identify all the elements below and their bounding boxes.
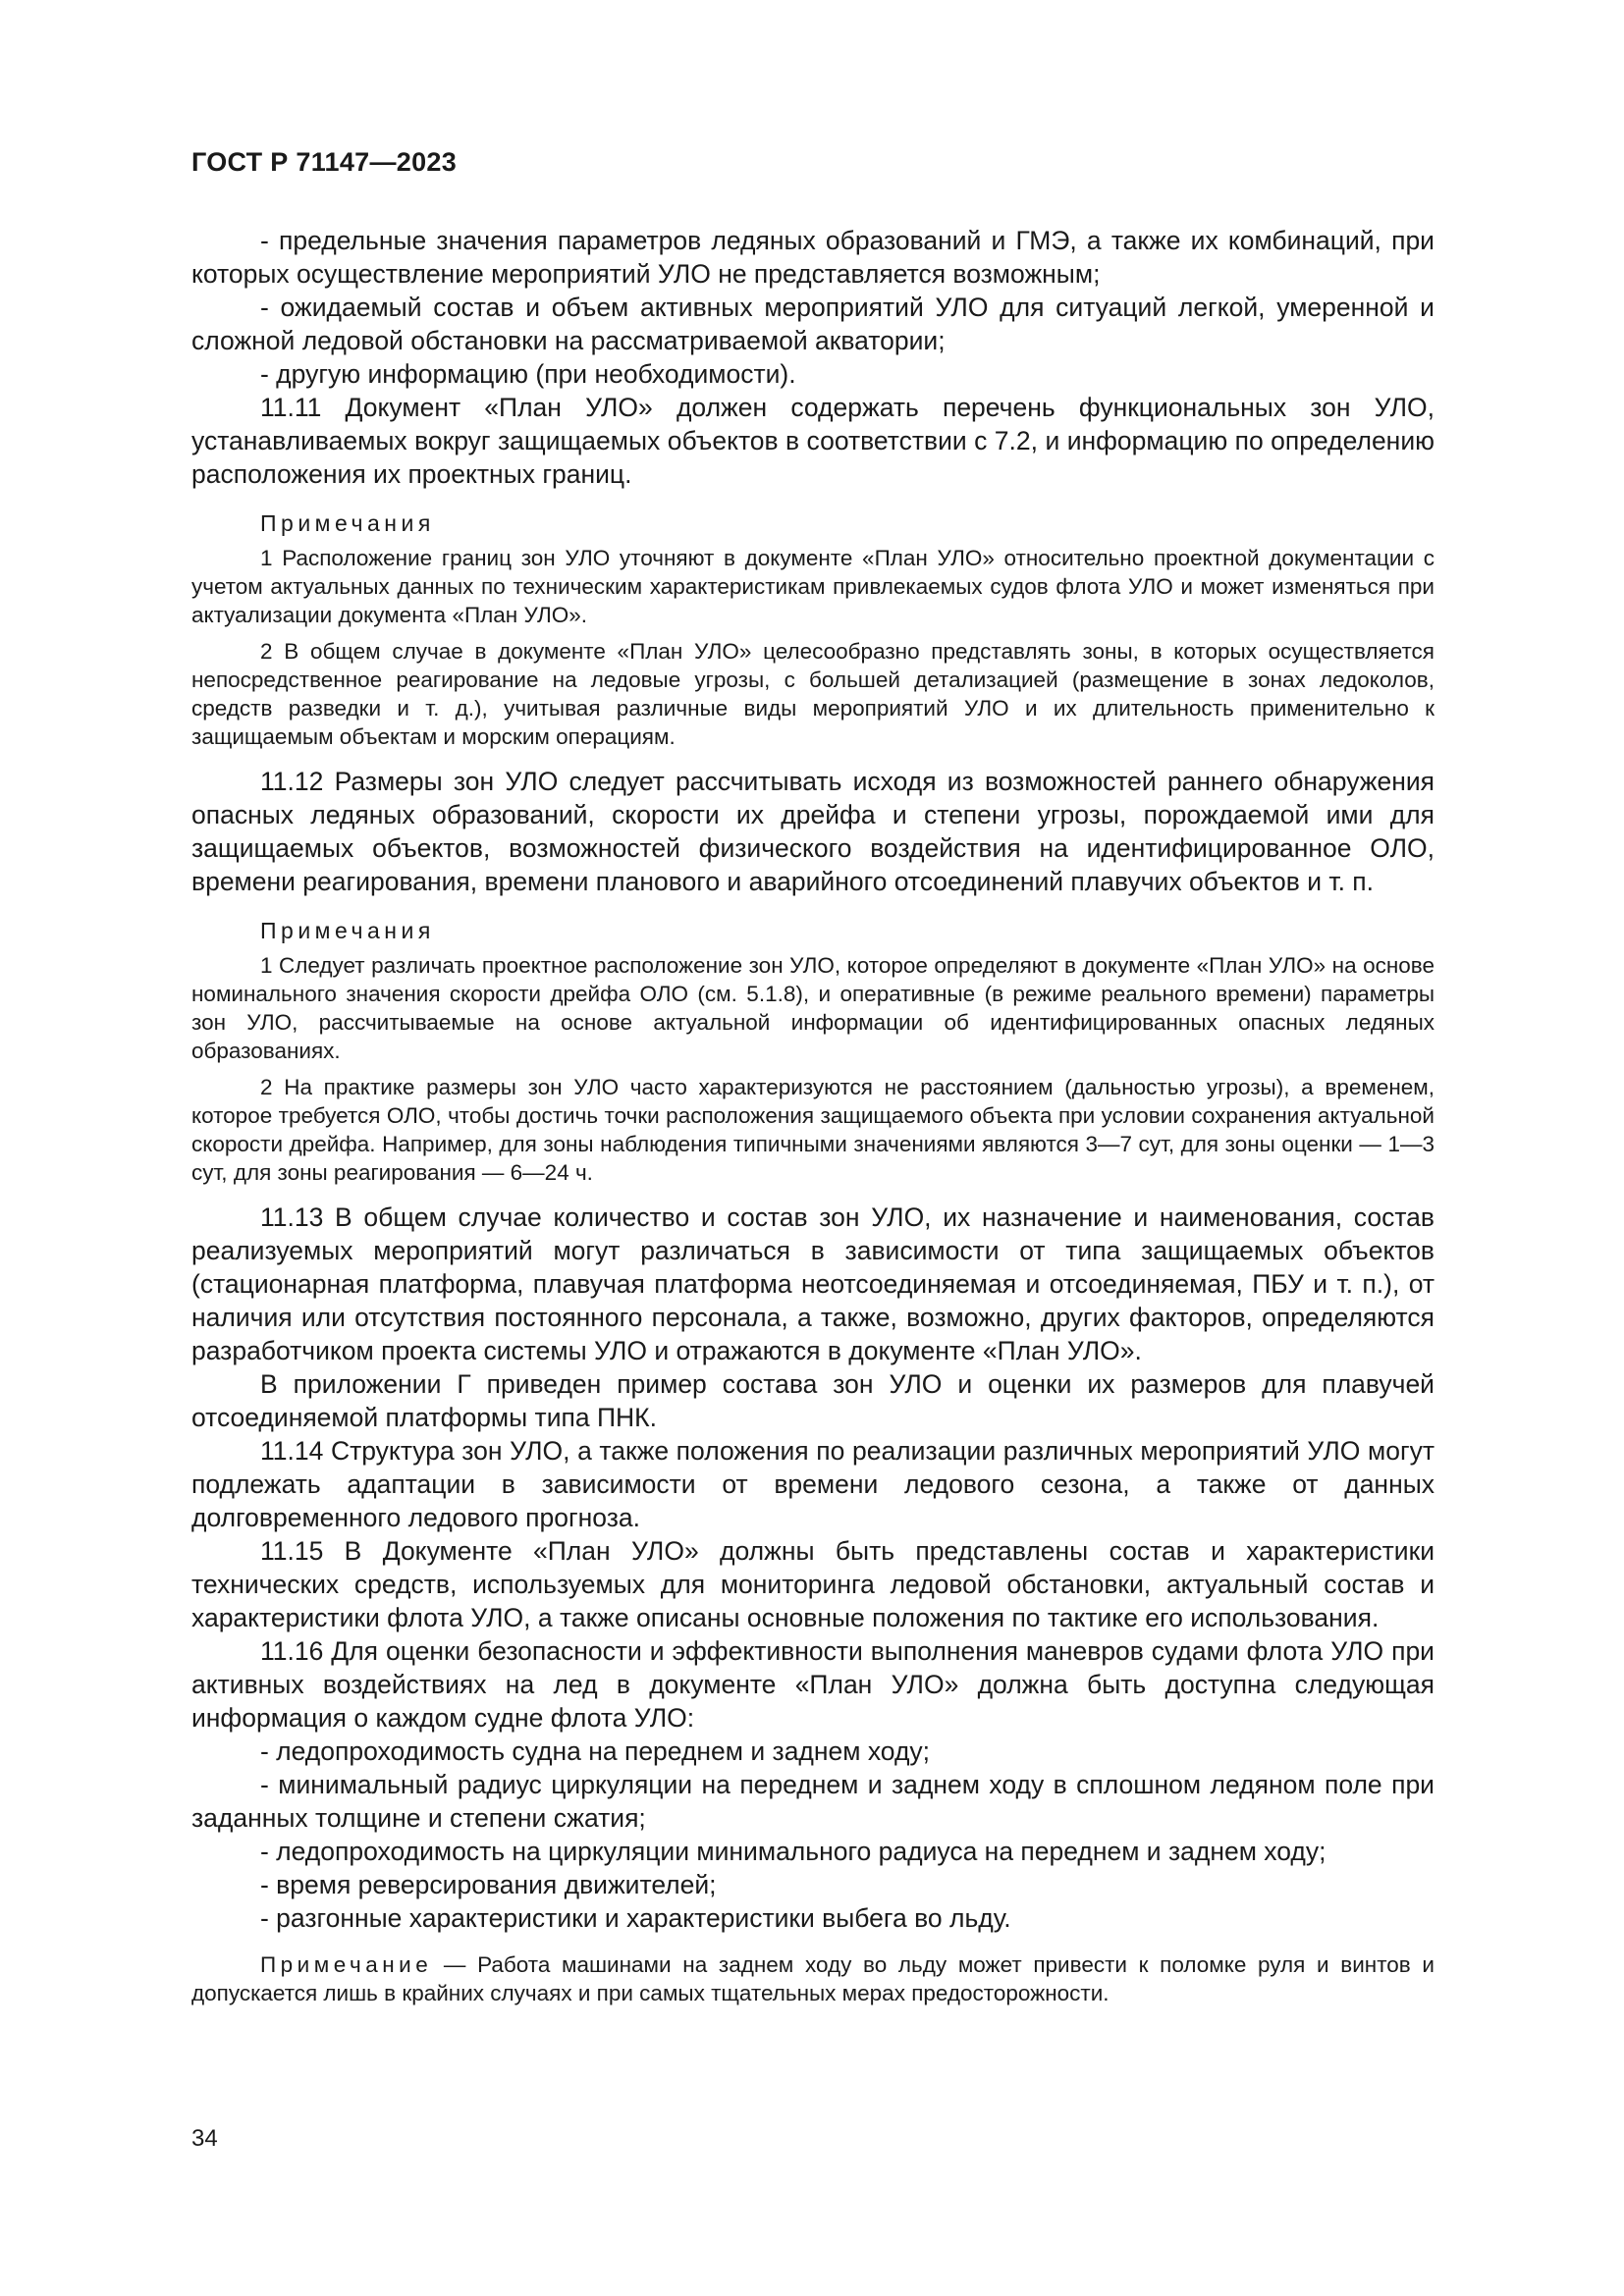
list-item: - разгонные характеристики и характеристики выбега во льду.	[260, 1903, 1011, 1933]
paragraph: - другую информацию (при необходимости).	[260, 359, 796, 389]
paragraph-clause-11-12: 11.12 Размеры зон УЛО следует рассчитывать исходя из возможностей раннего обнаружения опасных ледяных образований, скорости их дрейфа и степени угрозы, порождаемой ими для защищаемых объектов, возможностей физического воздействия на идентифицированное ОЛО, времени реагирования, времени планового и аварийного отсоединений плавучих объектов и т. п.	[191, 767, 1435, 896]
document-code-header: ГОСТ Р 71147—2023	[191, 147, 458, 177]
paragraph: В приложении Г приведен пример состава зон УЛО и оценки их размеров для плавучей отсоединяемой платформы типа ПНК.	[191, 1369, 1435, 1432]
paragraph: - ожидаемый состав и объем активных мероприятий УЛО для ситуаций легкой, умеренной и сложной ледовой обстановки на рассматриваемой акватории;	[191, 293, 1435, 355]
final-note	[191, 1950, 1435, 2007]
note-item: 1 Следует различать проектное расположение зон УЛО, которое определяют в документе «План УЛО» на основе номинального значения скорости дрейфа ОЛО (см. 5.1.8), и оперативные (в режиме реального времени) параметры зон УЛО, рассчитываемые на основе актуальной информации об идентифицированных опасных ледяных образованиях.	[191, 953, 1435, 1063]
list-item: - время реверсирования движителей;	[260, 1870, 717, 1899]
list-item: - ледопроходимость на циркуляции минимального радиуса на переднем и заднем ходу;	[260, 1837, 1326, 1866]
paragraph-clause-11-16: 11.16 Для оценки безопасности и эффективности выполнения маневров судами флота УЛО при активных воздействиях на лед в документе «План УЛО» должна быть доступна следующая информация о каждом судне флота УЛО:	[191, 1636, 1435, 1733]
list-item: - ледопроходимость судна на переднем и заднем ходу;	[260, 1736, 931, 1766]
notes-heading: Примечания	[260, 918, 435, 943]
final-note-label: Примечание	[260, 1952, 433, 1977]
paragraph-clause-11-15: 11.15 В Документе «План УЛО» должны быть представлены состав и характеристики технических средств, используемых для мониторинга ледовой обстановки, актуальный состав и характеристики флота УЛО, а также описаны основные положения по тактике его использования.	[191, 1536, 1435, 1632]
paragraph-clause-11-14: 11.14 Структура зон УЛО, а также положения по реализации различных мероприятий УЛО могут подлежать адаптации в зависимости от времени ледового сезона, а также от данных долговременного ледового прогноза.	[191, 1436, 1435, 1532]
final-note-text: — Работа машинами на заднем ходу во льду может привести к поломке руля и винтов и допускается лишь в крайних случаях и при самых тщательных мерах предосторожности.	[191, 1952, 1435, 2005]
note-item: 2 На практике размеры зон УЛО часто характеризуются не расстоянием (дальностью угрозы), а временем, которое требуется ОЛО, чтобы достичь точки расположения защищаемого объекта при условии сохранения актуальной скорости дрейфа. Например, для зоны наблюдения типичными значениями являются 3—7 сут, для зоны оценки — 1—3 сут, для зоны реагирования — 6—24 ч.	[191, 1075, 1435, 1185]
page-number: 34	[191, 2125, 218, 2152]
paragraph-clause-11-11: 11.11 Документ «План УЛО» должен содержать перечень функциональных зон УЛО, устанавливаемых вокруг защищаемых объектов в соответствии с 7.2, и информацию по определению расположения их проектных границ.	[191, 393, 1435, 489]
page-content	[191, 224, 1435, 2007]
list-item: - минимальный радиус циркуляции на переднем и заднем ходу в сплошном ледяном поле при заданных толщине и степени сжатия;	[191, 1770, 1435, 1833]
paragraph: - предельные значения параметров ледяных образований и ГМЭ, а также их комбинаций, при которых осуществление мероприятий УЛО не представляется возможным;	[191, 226, 1435, 289]
note-item: 2 В общем случае в документе «План УЛО» целесообразно представлять зоны, в которых осуществляется непосредственное реагирование на ледовые угрозы, с большей детализацией (размещение в зонах ледоколов, средств разведки и т. д.), учитывая различные виды мероприятий УЛО и их длительность применительно к защищаемым объектам и морским операциям.	[191, 639, 1435, 749]
notes-heading: Примечания	[260, 510, 435, 536]
note-item: 1 Расположение границ зон УЛО уточняют в документе «План УЛО» относительно проектной документации с учетом актуальных данных по техническим характеристикам привлекаемых судов флота УЛО и может изменяться при актуализации документа «План УЛО».	[191, 546, 1435, 627]
paragraph-clause-11-13: 11.13 В общем случае количество и состав зон УЛО, их назначение и наименования, состав реализуемых мероприятий могут различаться в зависимости от типа защищаемых объектов (стационарная платформа, плавучая платформа неотсоединяемая и отсоединяемая, ПБУ и т. п.), от наличия или отсутствия постоянного персонала, а также, возможно, других факторов, определяются разработчиком проекта системы УЛО и отражаются в документе «План УЛО».	[191, 1202, 1435, 1365]
